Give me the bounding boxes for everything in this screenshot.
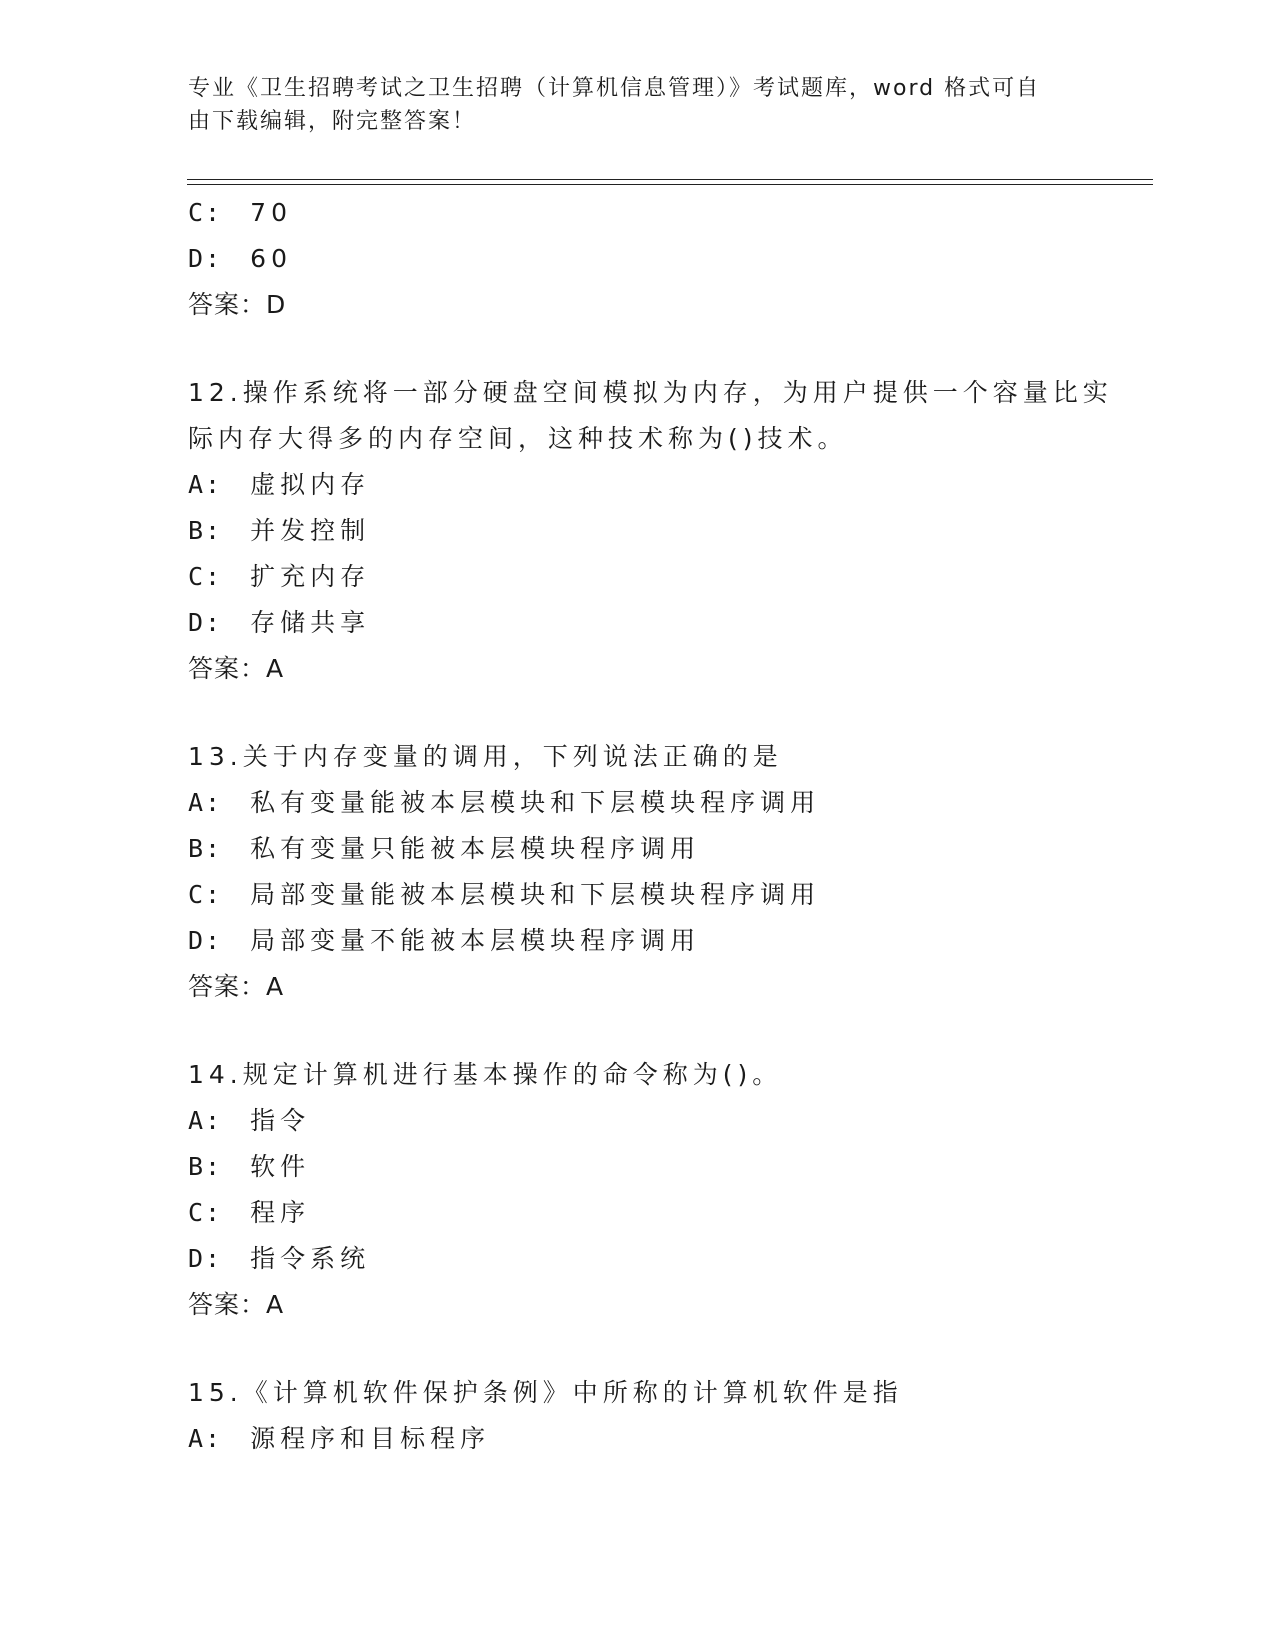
option-d (188, 236, 1148, 282)
option-text: 局部变量能被本层模块和下层模块程序调用 (250, 880, 821, 909)
option-a (188, 780, 1148, 826)
header-divider-bottom (187, 184, 1153, 185)
option-d (188, 1236, 1148, 1282)
answer-line: 答案：A (188, 1290, 285, 1319)
option-d (188, 918, 1148, 964)
document-header (188, 72, 1088, 138)
option-b (188, 1144, 1148, 1190)
option-c (188, 554, 1148, 600)
option-a (188, 1098, 1148, 1144)
option-label: C: (188, 198, 223, 227)
question-13-stem: 13.关于内存变量的调用，下列说法正确的是 (188, 742, 783, 771)
option-label: A: (188, 1106, 223, 1135)
option-label: B: (188, 516, 223, 545)
option-text: 局部变量不能被本层模块程序调用 (250, 926, 701, 955)
option-label: B: (188, 1152, 223, 1181)
option-text: 扩充内存 (250, 562, 371, 591)
option-label: D: (188, 244, 223, 273)
header-line-2: 由下载编辑，附完整答案！ (188, 109, 477, 134)
option-text: 60 (250, 244, 292, 273)
option-text: 存储共享 (250, 608, 371, 637)
option-a (188, 1416, 1148, 1462)
option-text: 指令 (250, 1106, 311, 1135)
option-text: 虚拟内存 (250, 470, 371, 499)
option-text: 并发控制 (250, 516, 371, 545)
option-label: A: (188, 788, 223, 817)
option-label: C: (188, 880, 223, 909)
option-text: 程序 (250, 1198, 311, 1227)
option-label: D: (188, 1244, 223, 1273)
option-c (188, 1190, 1148, 1236)
option-c (188, 190, 1148, 236)
option-label: B: (188, 834, 223, 863)
option-text: 源程序和目标程序 (250, 1424, 491, 1453)
option-b (188, 508, 1148, 554)
option-label: A: (188, 470, 223, 499)
option-text: 私有变量能被本层模块和下层模块程序调用 (250, 788, 821, 817)
answer-line: 答案：A (188, 654, 285, 683)
option-text: 指令系统 (250, 1244, 371, 1273)
answer-line: 答案：D (188, 290, 287, 319)
option-label: A: (188, 1424, 223, 1453)
option-text: 私有变量只能被本层模块程序调用 (250, 834, 701, 863)
option-b (188, 826, 1148, 872)
question-12-stem-line-1: 12.操作系统将一部分硬盘空间模拟为内存，为用户提供一个容量比实 (188, 378, 1113, 407)
question-14-stem: 14.规定计算机进行基本操作的命令称为()。 (188, 1060, 783, 1089)
answer-line: 答案：A (188, 972, 285, 1001)
question-list (188, 190, 1148, 1462)
question-12-stem-line-2: 际内存大得多的内存空间，这种技术称为()技术。 (188, 424, 848, 453)
question-15-stem: 15.《计算机软件保护条例》中所称的计算机软件是指 (188, 1378, 903, 1407)
option-label: C: (188, 562, 223, 591)
header-line-1: 专业《卫生招聘考试之卫生招聘（计算机信息管理）》考试题库，word 格式可自 (188, 76, 1041, 101)
option-c (188, 872, 1148, 918)
option-a (188, 462, 1148, 508)
header-divider-top (187, 179, 1153, 180)
option-text: 软件 (250, 1152, 311, 1181)
option-text: 70 (250, 198, 292, 227)
option-label: D: (188, 608, 223, 637)
option-d (188, 600, 1148, 646)
option-label: C: (188, 1198, 223, 1227)
option-label: D: (188, 926, 223, 955)
